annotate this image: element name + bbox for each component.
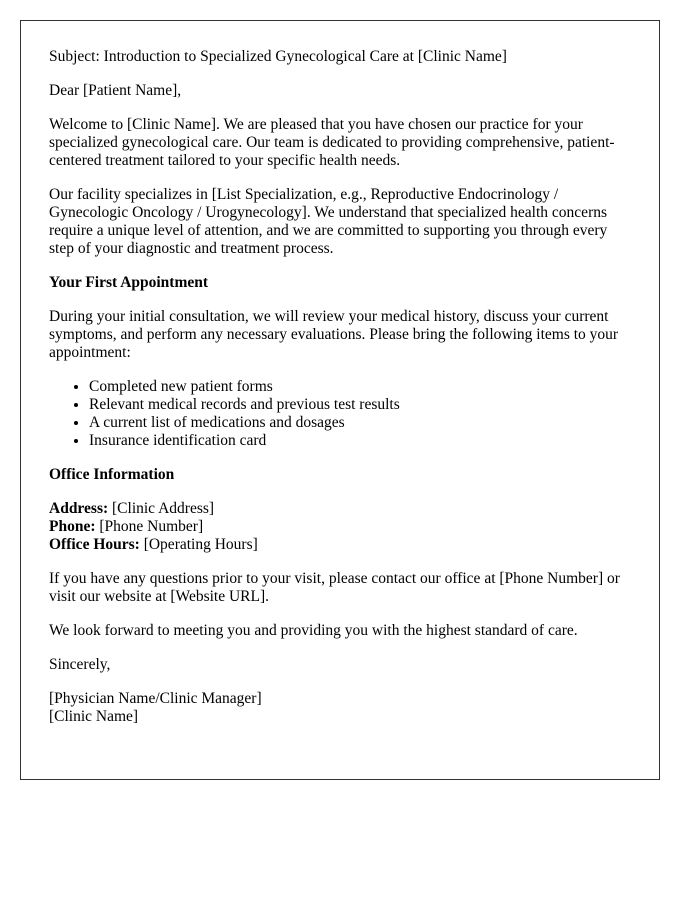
first-appointment-paragraph: During your initial consultation, we will review your medical history, discuss your current symptoms, and perform any necessary evaluations. Please bring the following items to your appointment:	[49, 308, 619, 361]
items-to-bring-list	[49, 378, 631, 450]
letter-container	[20, 20, 660, 780]
list-item: • Completed new patient forms	[89, 378, 631, 396]
sign-off: Sincerely,	[49, 656, 111, 673]
first-appointment-heading: Your First Appointment	[49, 274, 209, 291]
phone-label: Phone:	[49, 518, 96, 535]
letter-subject: Subject: Introduction to Specialized Gynecological Care at [Clinic Name]	[49, 48, 507, 65]
questions-paragraph: If you have any questions prior to your visit, please contact our office at [Phone Number] or visit our website at [Website URL].	[49, 570, 620, 605]
hours-line	[49, 536, 631, 554]
signer-name: [Physician Name/Clinic Manager]	[49, 690, 262, 707]
office-information-block	[49, 500, 631, 554]
phone-value: [Phone Number]	[95, 518, 204, 535]
address-label: Address:	[49, 500, 109, 517]
signature-block	[49, 690, 631, 726]
address-line	[49, 500, 631, 518]
hours-value: [Operating Hours]	[139, 536, 258, 553]
facility-paragraph: Our facility specializes in [List Specialization, e.g., Reproductive Endocrinology / Gynecologic Oncology / Urogynecology]. We understand that specialized health concerns require a unique level of attention, and we are committed to supporting you through every step of your diagnostic and treatment process.	[49, 186, 608, 257]
phone-line	[49, 518, 631, 536]
office-information-heading: Office Information	[49, 466, 175, 483]
closing-paragraph: We look forward to meeting you and providing you with the highest standard of care.	[49, 622, 578, 639]
signer-organization: [Clinic Name]	[49, 708, 139, 725]
list-item: • Insurance identification card	[89, 432, 631, 450]
list-item: • Relevant medical records and previous test results	[89, 396, 631, 414]
list-item: • A current list of medications and dosages	[89, 414, 631, 432]
hours-label: Office Hours:	[49, 536, 140, 553]
welcome-paragraph: Welcome to [Clinic Name]. We are pleased that you have chosen our practice for your specialized gynecological care. Our team is dedicated to providing comprehensive, patient-centered treatment tailored to your specific health needs.	[49, 116, 615, 169]
letter-greeting: Dear [Patient Name],	[49, 82, 182, 99]
address-value: [Clinic Address]	[108, 500, 215, 517]
